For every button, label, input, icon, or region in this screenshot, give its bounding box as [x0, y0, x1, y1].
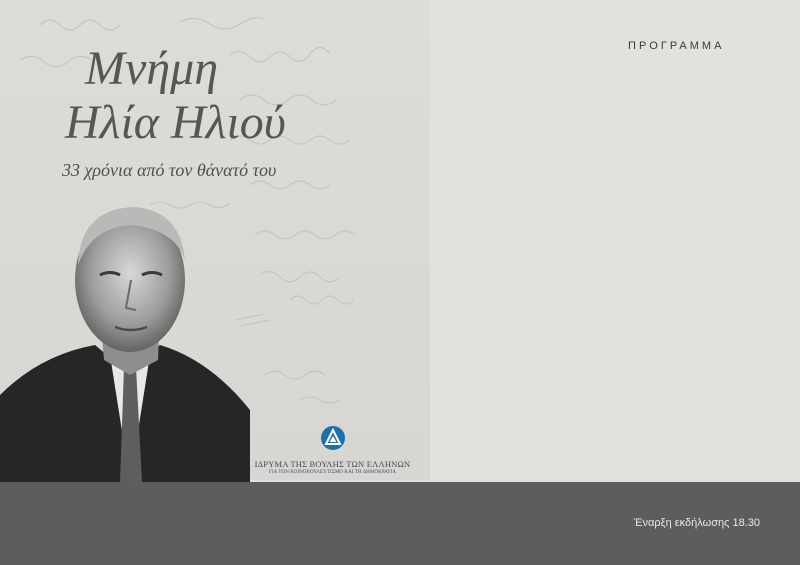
event-start-time: Έναρξη εκδήλωσης 18.30: [633, 517, 760, 529]
foundation-emblem-icon: [320, 425, 346, 451]
foundation-subtitle: ΓΙΑ ΤΟΝ ΚΟΙΝΟΒΟΥΛΕΥΤΙΣΜΟ ΚΑΙ ΤΗ ΔΗΜΟΚΡΑΤΙΑ: [268, 470, 397, 475]
foundation-name: ΙΔΡΥΜΑ ΤΗΣ ΒΟΥΛΗΣ ΤΩΝ ΕΛΛΗΝΩΝ: [254, 459, 411, 469]
event-title: [65, 42, 286, 149]
title-line-2: Ηλία Ηλιού: [65, 96, 286, 149]
event-subtitle: 33 χρόνια από τον θάνατό του: [62, 160, 277, 180]
footer-bar: [0, 482, 800, 565]
foundation-logo: [250, 425, 415, 475]
portrait-photo: [0, 195, 250, 482]
program-heading: ΠΡΟΓΡΑΜΜΑ: [628, 40, 725, 52]
title-line-1: Μνήμη: [85, 42, 219, 95]
